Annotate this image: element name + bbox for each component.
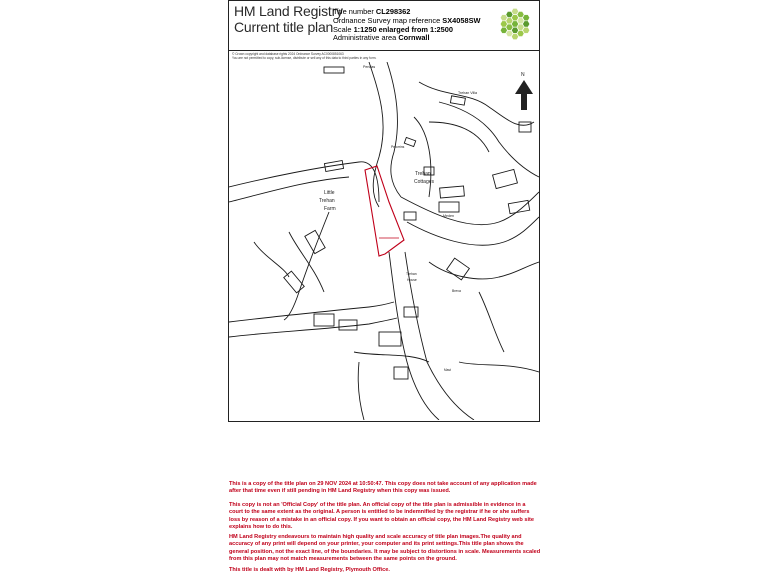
label-trehan-cottages-1: Trehan xyxy=(415,171,431,177)
building xyxy=(404,212,416,220)
building xyxy=(508,200,529,213)
os-ref: SX4058SW xyxy=(442,15,481,25)
road-east-edge xyxy=(407,217,539,245)
scale-value: 1:1250 enlarged from 1:2500 xyxy=(353,24,453,34)
building xyxy=(339,320,357,330)
scale-row: Scale 1:1250 enlarged from 1:2500 xyxy=(333,24,453,34)
road-east xyxy=(401,192,539,225)
building xyxy=(379,332,401,346)
admin-area-row: Administrative area Cornwall xyxy=(333,33,430,43)
building xyxy=(519,122,531,132)
label-pendas: Pendas xyxy=(363,65,376,69)
notice-office: This title is dealt with by HM Land Registry, Plymouth Office. xyxy=(229,567,390,573)
title-metadata xyxy=(333,8,481,43)
road-north-east-edge xyxy=(387,62,401,197)
label-pelorrins: Pelorrins xyxy=(391,145,405,149)
notice-accuracy: HM Land Registry endeavours to maintain high quality and scale accuracy of title plan images.The quality and accuracy of any print will depend on your printer, your computer and its print settings.This title plan shows the general position, not the exact line, of the boundaries. It may be subject to distortions in scale. Measurements scaled from this plan may not match measurements between the same points on the ground. xyxy=(229,534,541,562)
label-mast: Mast xyxy=(444,368,451,372)
building xyxy=(440,186,465,198)
admin-area: Cornwall xyxy=(398,33,430,43)
hmlr-hexagon-logo-icon xyxy=(495,4,535,44)
lane-southwest xyxy=(229,302,394,322)
org-name: HM Land Registry xyxy=(234,3,343,19)
title-number: CL298362 xyxy=(375,7,411,16)
building xyxy=(447,258,470,280)
hmlr-wordmark xyxy=(234,3,343,35)
notice-official-copy: This copy is not an 'Official Copy' of the title plan. An official copy of the title plan is admissible in evidence in a court to the same extent as the original. A person is entitled to be indemnified by the registrar if he or she suffers loss by reason of a mistake in an official copy. If you want to obtain an official copy, the HM Land Registry web site explains how to do this. xyxy=(229,502,535,530)
os-ref-row: Ordnance Survey map reference SX4058SW xyxy=(333,15,481,25)
building xyxy=(314,314,334,326)
building xyxy=(450,96,465,105)
label-little-trehan-2: Trehan xyxy=(319,198,335,204)
building xyxy=(324,160,343,171)
label-breva: Breva xyxy=(452,289,461,293)
logo-hexagon xyxy=(523,27,530,33)
lane-southwest-edge xyxy=(229,318,397,337)
title-number-row: Title number CL298362 xyxy=(333,7,411,16)
north-label: N xyxy=(521,72,525,78)
label-trehan-house-2: House xyxy=(407,278,417,282)
notice-copy-date: This is a copy of the title plan on 29 NOV 2024 at 10:50:47. This copy does not take account of any application made after that time even if still pending in HM Land Registry when this copy was issued. xyxy=(229,481,537,495)
north-arrow-icon xyxy=(515,80,533,110)
road-north xyxy=(369,62,383,207)
copyright-notice: © Crown copyright and database rights 2024 Ordnance Survey AC0000851063 You are not permitted to copy, sub-license, distribute or sell any of this data to third parties in any form. xyxy=(232,52,377,60)
building xyxy=(324,67,344,73)
building xyxy=(305,230,325,253)
building xyxy=(439,202,459,212)
logo-hexagon xyxy=(523,21,530,27)
label-trehan-cottages-2: Cottages xyxy=(414,179,435,185)
building xyxy=(493,169,518,188)
header-divider xyxy=(228,50,540,51)
title-plan-map xyxy=(229,62,539,420)
label-little-trehan-1: Little xyxy=(324,190,335,196)
plan-type: Current title plan xyxy=(234,19,334,35)
building xyxy=(404,137,415,146)
logo-hexagon xyxy=(523,15,530,21)
label-meden: Meden xyxy=(443,214,454,218)
building xyxy=(394,367,408,379)
label-trehan-house-1: Trehan xyxy=(406,272,417,276)
label-little-trehan-3: Farm xyxy=(324,206,336,212)
label-trehan-villa: Trehan Villa xyxy=(458,91,477,95)
building xyxy=(284,271,305,293)
title-boundary xyxy=(365,166,404,256)
